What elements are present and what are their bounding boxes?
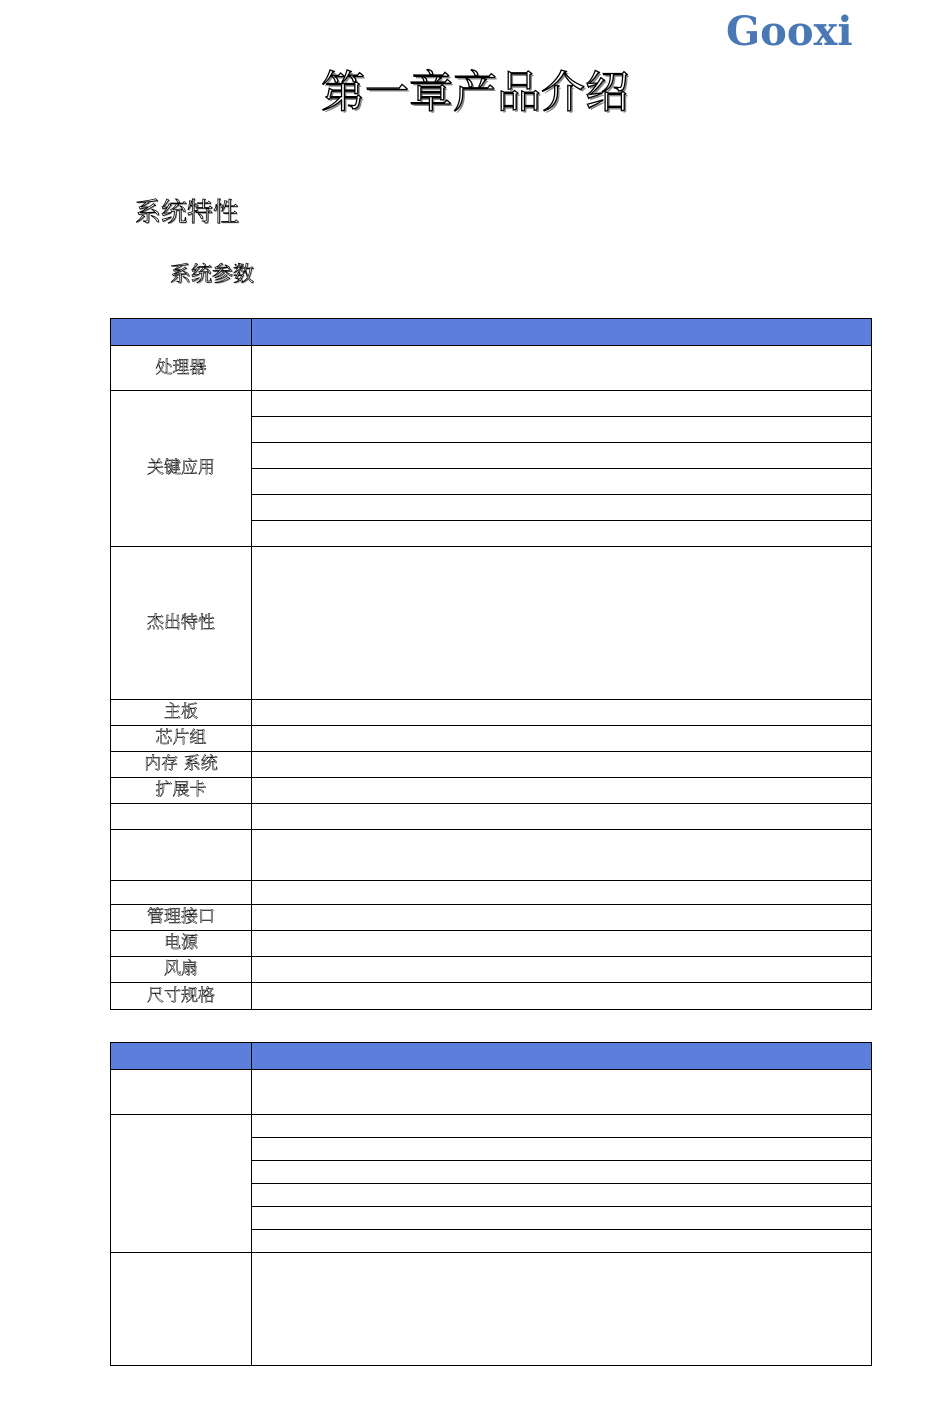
row-value	[252, 495, 872, 521]
spec-table-2	[110, 1042, 872, 1366]
row-label	[111, 1070, 252, 1115]
table-row	[111, 804, 872, 830]
row-label	[111, 881, 252, 905]
row-value	[252, 417, 872, 443]
row-value	[252, 346, 872, 391]
row-label	[111, 1253, 252, 1366]
row-label: 内存 系统	[111, 752, 252, 778]
section-title: 系统特性	[135, 198, 240, 228]
table-row	[111, 1253, 872, 1366]
table-row	[111, 726, 872, 752]
row-value	[252, 1184, 872, 1207]
row-value	[252, 1207, 872, 1230]
row-label: 处理器	[111, 346, 252, 391]
row-value	[252, 443, 872, 469]
row-value	[252, 547, 872, 700]
header-cell	[252, 319, 872, 346]
row-label: 芯片组	[111, 726, 252, 752]
row-value	[252, 881, 872, 905]
row-value	[252, 752, 872, 778]
row-value	[252, 1253, 872, 1366]
header-cell	[252, 1043, 872, 1070]
table-row	[111, 931, 872, 957]
header-cell	[111, 1043, 252, 1070]
row-label: 风扇	[111, 957, 252, 983]
table-row	[111, 778, 872, 804]
row-label	[111, 1115, 252, 1253]
row-label	[111, 804, 252, 830]
chapter-title: 第一章产品介绍	[321, 67, 629, 118]
row-label: 尺寸规格	[111, 983, 252, 1010]
table-row	[111, 752, 872, 778]
row-label: 电源	[111, 931, 252, 957]
row-label: 主板	[111, 700, 252, 726]
row-label: 关键应用	[111, 391, 252, 547]
row-value	[252, 1230, 872, 1253]
row-value	[252, 521, 872, 547]
row-value	[252, 469, 872, 495]
table-row	[111, 700, 872, 726]
row-value	[252, 931, 872, 957]
row-value	[252, 957, 872, 983]
row-value	[252, 700, 872, 726]
row-value	[252, 1161, 872, 1184]
header-cell	[111, 319, 252, 346]
table-row	[111, 346, 872, 391]
table-row	[111, 830, 872, 881]
row-label: 管理接口	[111, 905, 252, 931]
row-value	[252, 830, 872, 881]
spec-table-1	[110, 318, 872, 1010]
table-row	[111, 1070, 872, 1115]
row-label: 杰出特性	[111, 547, 252, 700]
row-value	[252, 391, 872, 417]
table-row	[111, 905, 872, 931]
row-value	[252, 804, 872, 830]
row-value	[252, 983, 872, 1010]
table-row	[111, 983, 872, 1010]
table-header-row	[111, 1043, 872, 1070]
row-value	[252, 1070, 872, 1115]
row-label	[111, 830, 252, 881]
row-value	[252, 726, 872, 752]
gooxi-logo: Gooxi	[726, 8, 853, 55]
table-row	[111, 881, 872, 905]
table-row	[111, 391, 872, 417]
row-value	[252, 1138, 872, 1161]
table-row	[111, 1115, 872, 1138]
row-value	[252, 778, 872, 804]
row-value	[252, 905, 872, 931]
row-label: 扩展卡	[111, 778, 252, 804]
subsection-title: 系统参数	[170, 262, 254, 286]
table-row	[111, 547, 872, 700]
row-value	[252, 1115, 872, 1138]
table-row	[111, 957, 872, 983]
table-header-row	[111, 319, 872, 346]
